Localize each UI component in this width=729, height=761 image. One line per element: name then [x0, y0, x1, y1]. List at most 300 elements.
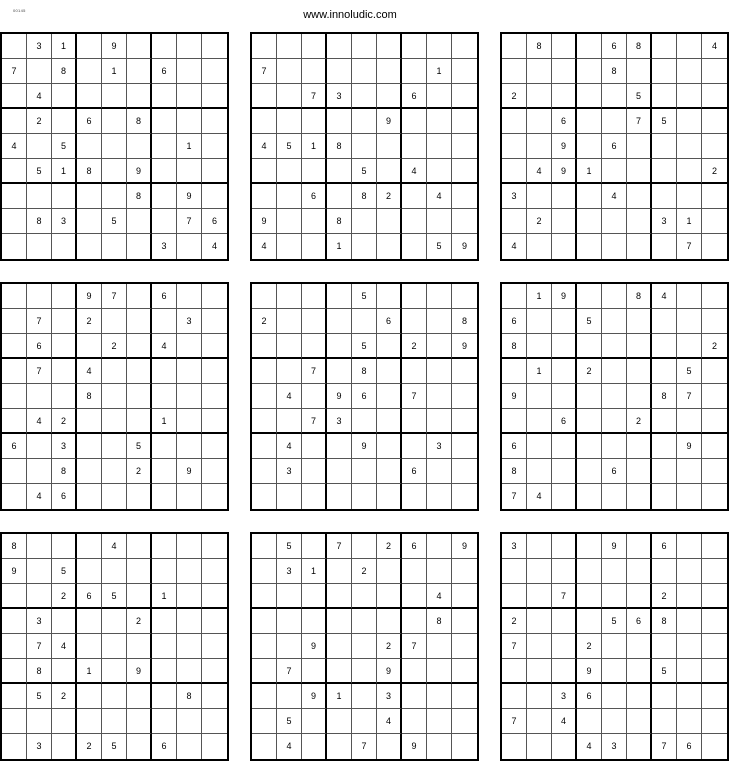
- sudoku-cell-empty[interactable]: [252, 334, 277, 359]
- sudoku-cell-empty[interactable]: [277, 584, 302, 609]
- sudoku-cell-empty[interactable]: [577, 234, 602, 259]
- sudoku-cell-empty[interactable]: [627, 309, 652, 334]
- sudoku-cell-empty[interactable]: [552, 609, 577, 634]
- sudoku-cell-empty[interactable]: [277, 309, 302, 334]
- sudoku-cell-empty[interactable]: [352, 684, 377, 709]
- sudoku-cell-empty[interactable]: [627, 384, 652, 409]
- sudoku-cell-empty[interactable]: [252, 484, 277, 509]
- sudoku-cell-empty[interactable]: [652, 134, 677, 159]
- sudoku-cell-empty[interactable]: [577, 109, 602, 134]
- sudoku-cell-empty[interactable]: [102, 359, 127, 384]
- sudoku-cell-empty[interactable]: [2, 584, 27, 609]
- sudoku-cell-empty[interactable]: [277, 234, 302, 259]
- sudoku-cell-empty[interactable]: [677, 34, 702, 59]
- sudoku-cell-empty[interactable]: [152, 84, 177, 109]
- sudoku-cell-empty[interactable]: [502, 209, 527, 234]
- sudoku-cell-empty[interactable]: [527, 134, 552, 159]
- sudoku-cell-empty[interactable]: [177, 534, 202, 559]
- sudoku-cell-empty[interactable]: [177, 234, 202, 259]
- sudoku-cell-empty[interactable]: [402, 309, 427, 334]
- sudoku-cell-empty[interactable]: [327, 109, 352, 134]
- sudoku-cell-empty[interactable]: [302, 734, 327, 759]
- sudoku-cell-empty[interactable]: [252, 109, 277, 134]
- sudoku-cell-empty[interactable]: [677, 559, 702, 584]
- sudoku-cell-empty[interactable]: [102, 184, 127, 209]
- sudoku-cell-empty[interactable]: [2, 359, 27, 384]
- sudoku-cell-empty[interactable]: [52, 284, 77, 309]
- sudoku-cell-empty[interactable]: [152, 109, 177, 134]
- sudoku-cell-empty[interactable]: [177, 709, 202, 734]
- sudoku-cell-empty[interactable]: [502, 109, 527, 134]
- sudoku-cell-empty[interactable]: [102, 434, 127, 459]
- sudoku-cell-empty[interactable]: [452, 109, 477, 134]
- sudoku-cell-empty[interactable]: [52, 734, 77, 759]
- sudoku-cell-empty[interactable]: [27, 284, 52, 309]
- sudoku-cell-empty[interactable]: [452, 584, 477, 609]
- sudoku-cell-empty[interactable]: [2, 484, 27, 509]
- sudoku-cell-empty[interactable]: [552, 384, 577, 409]
- sudoku-cell-empty[interactable]: [427, 409, 452, 434]
- sudoku-cell-empty[interactable]: [577, 709, 602, 734]
- sudoku-cell-empty[interactable]: [577, 559, 602, 584]
- sudoku-cell-empty[interactable]: [27, 709, 52, 734]
- sudoku-cell-empty[interactable]: [102, 609, 127, 634]
- sudoku-cell-empty[interactable]: [327, 609, 352, 634]
- sudoku-cell-empty[interactable]: [127, 134, 152, 159]
- sudoku-cell-empty[interactable]: [77, 334, 102, 359]
- sudoku-cell-empty[interactable]: [602, 284, 627, 309]
- sudoku-cell-empty[interactable]: [602, 484, 627, 509]
- sudoku-cell-empty[interactable]: [52, 109, 77, 134]
- sudoku-cell-empty[interactable]: [177, 284, 202, 309]
- sudoku-cell-empty[interactable]: [602, 359, 627, 384]
- sudoku-cell-empty[interactable]: [527, 609, 552, 634]
- sudoku-cell-empty[interactable]: [177, 159, 202, 184]
- sudoku-cell-empty[interactable]: [652, 159, 677, 184]
- sudoku-cell-empty[interactable]: [552, 559, 577, 584]
- sudoku-cell-empty[interactable]: [327, 734, 352, 759]
- sudoku-cell-empty[interactable]: [452, 634, 477, 659]
- sudoku-cell-empty[interactable]: [302, 384, 327, 409]
- sudoku-cell-empty[interactable]: [127, 559, 152, 584]
- sudoku-cell-empty[interactable]: [527, 184, 552, 209]
- sudoku-cell-empty[interactable]: [152, 634, 177, 659]
- sudoku-cell-empty[interactable]: [152, 384, 177, 409]
- sudoku-cell-empty[interactable]: [352, 209, 377, 234]
- sudoku-cell-empty[interactable]: [202, 84, 227, 109]
- sudoku-cell-empty[interactable]: [302, 659, 327, 684]
- sudoku-cell-empty[interactable]: [677, 284, 702, 309]
- sudoku-cell-empty[interactable]: [202, 709, 227, 734]
- sudoku-cell-empty[interactable]: [77, 209, 102, 234]
- sudoku-cell-empty[interactable]: [427, 734, 452, 759]
- sudoku-cell-empty[interactable]: [277, 59, 302, 84]
- sudoku-cell-empty[interactable]: [702, 59, 727, 84]
- sudoku-cell-empty[interactable]: [377, 59, 402, 84]
- sudoku-cell-empty[interactable]: [502, 159, 527, 184]
- sudoku-cell-empty[interactable]: [127, 584, 152, 609]
- sudoku-cell-empty[interactable]: [252, 659, 277, 684]
- sudoku-cell-empty[interactable]: [702, 234, 727, 259]
- sudoku-cell-empty[interactable]: [377, 159, 402, 184]
- sudoku-cell-empty[interactable]: [277, 34, 302, 59]
- sudoku-cell-empty[interactable]: [102, 459, 127, 484]
- sudoku-cell-empty[interactable]: [502, 734, 527, 759]
- sudoku-cell-empty[interactable]: [577, 34, 602, 59]
- sudoku-cell-empty[interactable]: [527, 634, 552, 659]
- sudoku-cell-empty[interactable]: [452, 434, 477, 459]
- sudoku-cell-empty[interactable]: [677, 409, 702, 434]
- sudoku-cell-empty[interactable]: [402, 709, 427, 734]
- sudoku-cell-empty[interactable]: [77, 234, 102, 259]
- sudoku-cell-empty[interactable]: [2, 234, 27, 259]
- sudoku-cell-empty[interactable]: [602, 709, 627, 734]
- sudoku-cell-empty[interactable]: [627, 59, 652, 84]
- sudoku-cell-empty[interactable]: [427, 534, 452, 559]
- sudoku-cell-empty[interactable]: [577, 284, 602, 309]
- sudoku-cell-empty[interactable]: [202, 609, 227, 634]
- sudoku-cell-empty[interactable]: [302, 109, 327, 134]
- sudoku-cell-empty[interactable]: [102, 84, 127, 109]
- sudoku-cell-empty[interactable]: [352, 134, 377, 159]
- sudoku-cell-empty[interactable]: [502, 359, 527, 384]
- sudoku-cell-empty[interactable]: [177, 734, 202, 759]
- sudoku-cell-empty[interactable]: [602, 109, 627, 134]
- sudoku-cell-empty[interactable]: [377, 584, 402, 609]
- sudoku-cell-empty[interactable]: [702, 734, 727, 759]
- sudoku-cell-empty[interactable]: [677, 159, 702, 184]
- sudoku-cell-empty[interactable]: [427, 659, 452, 684]
- sudoku-cell-empty[interactable]: [252, 634, 277, 659]
- sudoku-cell-empty[interactable]: [302, 159, 327, 184]
- sudoku-cell-empty[interactable]: [327, 284, 352, 309]
- sudoku-cell-empty[interactable]: [102, 409, 127, 434]
- sudoku-cell-empty[interactable]: [452, 84, 477, 109]
- sudoku-cell-empty[interactable]: [327, 584, 352, 609]
- sudoku-cell-empty[interactable]: [427, 559, 452, 584]
- sudoku-cell-empty[interactable]: [452, 284, 477, 309]
- sudoku-cell-empty[interactable]: [577, 409, 602, 434]
- sudoku-cell-empty[interactable]: [527, 109, 552, 134]
- sudoku-cell-empty[interactable]: [452, 34, 477, 59]
- sudoku-cell-empty[interactable]: [677, 309, 702, 334]
- sudoku-cell-empty[interactable]: [702, 534, 727, 559]
- sudoku-cell-empty[interactable]: [202, 634, 227, 659]
- sudoku-cell-empty[interactable]: [627, 159, 652, 184]
- sudoku-cell-empty[interactable]: [302, 534, 327, 559]
- sudoku-cell-empty[interactable]: [452, 359, 477, 384]
- sudoku-cell-empty[interactable]: [577, 209, 602, 234]
- sudoku-cell-empty[interactable]: [527, 559, 552, 584]
- sudoku-cell-empty[interactable]: [702, 434, 727, 459]
- sudoku-cell-empty[interactable]: [702, 609, 727, 634]
- sudoku-cell-empty[interactable]: [577, 584, 602, 609]
- sudoku-cell-empty[interactable]: [102, 109, 127, 134]
- sudoku-cell-empty[interactable]: [277, 84, 302, 109]
- sudoku-cell-empty[interactable]: [377, 734, 402, 759]
- sudoku-cell-empty[interactable]: [102, 309, 127, 334]
- sudoku-cell-empty[interactable]: [352, 234, 377, 259]
- sudoku-cell-empty[interactable]: [352, 84, 377, 109]
- sudoku-cell-empty[interactable]: [552, 209, 577, 234]
- sudoku-cell-empty[interactable]: [2, 409, 27, 434]
- sudoku-cell-empty[interactable]: [452, 159, 477, 184]
- sudoku-cell-empty[interactable]: [202, 159, 227, 184]
- sudoku-cell-empty[interactable]: [127, 384, 152, 409]
- sudoku-cell-empty[interactable]: [152, 434, 177, 459]
- sudoku-cell-empty[interactable]: [152, 484, 177, 509]
- sudoku-cell-empty[interactable]: [377, 434, 402, 459]
- sudoku-cell-empty[interactable]: [77, 84, 102, 109]
- sudoku-cell-empty[interactable]: [402, 584, 427, 609]
- sudoku-cell-empty[interactable]: [377, 459, 402, 484]
- sudoku-cell-empty[interactable]: [252, 534, 277, 559]
- sudoku-cell-empty[interactable]: [2, 709, 27, 734]
- sudoku-cell-empty[interactable]: [702, 384, 727, 409]
- sudoku-cell-empty[interactable]: [77, 684, 102, 709]
- sudoku-cell-empty[interactable]: [152, 309, 177, 334]
- sudoku-cell-empty[interactable]: [427, 34, 452, 59]
- sudoku-cell-empty[interactable]: [652, 84, 677, 109]
- sudoku-cell-empty[interactable]: [552, 534, 577, 559]
- sudoku-cell-empty[interactable]: [177, 34, 202, 59]
- sudoku-cell-empty[interactable]: [377, 359, 402, 384]
- sudoku-cell-empty[interactable]: [527, 659, 552, 684]
- sudoku-cell-empty[interactable]: [527, 234, 552, 259]
- sudoku-cell-empty[interactable]: [2, 659, 27, 684]
- sudoku-cell-empty[interactable]: [627, 134, 652, 159]
- sudoku-cell-empty[interactable]: [377, 559, 402, 584]
- sudoku-cell-empty[interactable]: [552, 334, 577, 359]
- sudoku-cell-empty[interactable]: [702, 209, 727, 234]
- sudoku-cell-empty[interactable]: [352, 409, 377, 434]
- sudoku-cell-empty[interactable]: [502, 284, 527, 309]
- sudoku-cell-empty[interactable]: [127, 484, 152, 509]
- sudoku-cell-empty[interactable]: [527, 309, 552, 334]
- sudoku-cell-empty[interactable]: [252, 84, 277, 109]
- sudoku-cell-empty[interactable]: [452, 184, 477, 209]
- sudoku-cell-empty[interactable]: [177, 484, 202, 509]
- sudoku-cell-empty[interactable]: [702, 634, 727, 659]
- sudoku-cell-empty[interactable]: [552, 59, 577, 84]
- sudoku-cell-empty[interactable]: [352, 109, 377, 134]
- sudoku-cell-empty[interactable]: [77, 34, 102, 59]
- sudoku-cell-empty[interactable]: [77, 534, 102, 559]
- sudoku-cell-empty[interactable]: [627, 659, 652, 684]
- sudoku-cell-empty[interactable]: [27, 59, 52, 84]
- sudoku-cell-empty[interactable]: [127, 734, 152, 759]
- sudoku-cell-empty[interactable]: [327, 484, 352, 509]
- sudoku-cell-empty[interactable]: [152, 159, 177, 184]
- sudoku-cell-empty[interactable]: [127, 59, 152, 84]
- sudoku-cell-empty[interactable]: [677, 634, 702, 659]
- sudoku-cell-empty[interactable]: [127, 359, 152, 384]
- sudoku-cell-empty[interactable]: [277, 109, 302, 134]
- sudoku-cell-empty[interactable]: [177, 59, 202, 84]
- sudoku-cell-empty[interactable]: [452, 734, 477, 759]
- sudoku-cell-empty[interactable]: [427, 359, 452, 384]
- sudoku-cell-empty[interactable]: [527, 384, 552, 409]
- sudoku-cell-empty[interactable]: [252, 159, 277, 184]
- sudoku-cell-empty[interactable]: [52, 334, 77, 359]
- sudoku-cell-empty[interactable]: [377, 484, 402, 509]
- sudoku-cell-empty[interactable]: [277, 359, 302, 384]
- sudoku-cell-empty[interactable]: [702, 284, 727, 309]
- sudoku-cell-empty[interactable]: [677, 584, 702, 609]
- sudoku-cell-empty[interactable]: [177, 634, 202, 659]
- sudoku-cell-empty[interactable]: [602, 634, 627, 659]
- sudoku-cell-empty[interactable]: [127, 334, 152, 359]
- sudoku-cell-empty[interactable]: [552, 434, 577, 459]
- sudoku-cell-empty[interactable]: [152, 34, 177, 59]
- sudoku-cell-empty[interactable]: [302, 609, 327, 634]
- sudoku-cell-empty[interactable]: [577, 134, 602, 159]
- sudoku-cell-empty[interactable]: [702, 684, 727, 709]
- sudoku-cell-empty[interactable]: [427, 684, 452, 709]
- sudoku-cell-empty[interactable]: [602, 684, 627, 709]
- sudoku-cell-empty[interactable]: [377, 384, 402, 409]
- sudoku-cell-empty[interactable]: [2, 309, 27, 334]
- sudoku-cell-empty[interactable]: [327, 459, 352, 484]
- sudoku-cell-empty[interactable]: [602, 434, 627, 459]
- sudoku-cell-empty[interactable]: [652, 634, 677, 659]
- sudoku-cell-empty[interactable]: [452, 209, 477, 234]
- sudoku-cell-empty[interactable]: [702, 109, 727, 134]
- sudoku-cell-empty[interactable]: [327, 434, 352, 459]
- sudoku-cell-empty[interactable]: [427, 484, 452, 509]
- sudoku-cell-empty[interactable]: [702, 459, 727, 484]
- sudoku-cell-empty[interactable]: [127, 634, 152, 659]
- sudoku-cell-empty[interactable]: [677, 459, 702, 484]
- sudoku-cell-empty[interactable]: [602, 84, 627, 109]
- sudoku-cell-empty[interactable]: [427, 459, 452, 484]
- sudoku-cell-empty[interactable]: [327, 559, 352, 584]
- sudoku-cell-empty[interactable]: [402, 684, 427, 709]
- sudoku-cell-empty[interactable]: [577, 59, 602, 84]
- sudoku-cell-empty[interactable]: [677, 659, 702, 684]
- sudoku-cell-empty[interactable]: [652, 559, 677, 584]
- sudoku-cell-empty[interactable]: [152, 609, 177, 634]
- sudoku-cell-empty[interactable]: [352, 709, 377, 734]
- sudoku-cell-empty[interactable]: [2, 459, 27, 484]
- sudoku-cell-empty[interactable]: [602, 209, 627, 234]
- sudoku-cell-empty[interactable]: [202, 359, 227, 384]
- sudoku-cell-empty[interactable]: [677, 134, 702, 159]
- sudoku-cell-empty[interactable]: [152, 534, 177, 559]
- sudoku-cell-empty[interactable]: [202, 734, 227, 759]
- sudoku-cell-empty[interactable]: [102, 709, 127, 734]
- sudoku-cell-empty[interactable]: [77, 484, 102, 509]
- sudoku-cell-empty[interactable]: [652, 34, 677, 59]
- sudoku-cell-empty[interactable]: [352, 584, 377, 609]
- sudoku-cell-empty[interactable]: [177, 384, 202, 409]
- sudoku-cell-empty[interactable]: [677, 184, 702, 209]
- sudoku-cell-empty[interactable]: [177, 609, 202, 634]
- sudoku-cell-empty[interactable]: [402, 559, 427, 584]
- sudoku-cell-empty[interactable]: [677, 684, 702, 709]
- sudoku-cell-empty[interactable]: [202, 559, 227, 584]
- sudoku-cell-empty[interactable]: [527, 84, 552, 109]
- sudoku-cell-empty[interactable]: [377, 609, 402, 634]
- sudoku-cell-empty[interactable]: [502, 559, 527, 584]
- sudoku-cell-empty[interactable]: [577, 534, 602, 559]
- sudoku-cell-empty[interactable]: [77, 634, 102, 659]
- sudoku-cell-empty[interactable]: [302, 34, 327, 59]
- sudoku-cell-empty[interactable]: [352, 34, 377, 59]
- sudoku-cell-empty[interactable]: [27, 584, 52, 609]
- sudoku-cell-empty[interactable]: [252, 459, 277, 484]
- sudoku-cell-empty[interactable]: [427, 334, 452, 359]
- sudoku-cell-empty[interactable]: [502, 34, 527, 59]
- sudoku-cell-empty[interactable]: [452, 384, 477, 409]
- sudoku-cell-empty[interactable]: [602, 409, 627, 434]
- sudoku-cell-empty[interactable]: [327, 709, 352, 734]
- sudoku-cell-empty[interactable]: [602, 659, 627, 684]
- sudoku-cell-empty[interactable]: [27, 384, 52, 409]
- sudoku-cell-empty[interactable]: [577, 84, 602, 109]
- sudoku-cell-empty[interactable]: [202, 134, 227, 159]
- sudoku-cell-empty[interactable]: [702, 659, 727, 684]
- sudoku-cell-empty[interactable]: [202, 534, 227, 559]
- sudoku-cell-empty[interactable]: [552, 309, 577, 334]
- sudoku-cell-empty[interactable]: [402, 434, 427, 459]
- sudoku-cell-empty[interactable]: [677, 334, 702, 359]
- sudoku-cell-empty[interactable]: [402, 134, 427, 159]
- sudoku-cell-empty[interactable]: [627, 459, 652, 484]
- sudoku-cell-empty[interactable]: [602, 384, 627, 409]
- sudoku-cell-empty[interactable]: [252, 359, 277, 384]
- sudoku-cell-empty[interactable]: [527, 684, 552, 709]
- sudoku-cell-empty[interactable]: [352, 459, 377, 484]
- sudoku-cell-empty[interactable]: [627, 559, 652, 584]
- sudoku-cell-empty[interactable]: [77, 409, 102, 434]
- sudoku-cell-empty[interactable]: [702, 134, 727, 159]
- sudoku-cell-empty[interactable]: [677, 484, 702, 509]
- sudoku-cell-empty[interactable]: [377, 34, 402, 59]
- sudoku-cell-empty[interactable]: [127, 409, 152, 434]
- sudoku-cell-empty[interactable]: [302, 459, 327, 484]
- sudoku-cell-empty[interactable]: [702, 409, 727, 434]
- sudoku-cell-empty[interactable]: [177, 584, 202, 609]
- sudoku-cell-empty[interactable]: [252, 709, 277, 734]
- sudoku-cell-empty[interactable]: [52, 384, 77, 409]
- sudoku-cell-empty[interactable]: [652, 309, 677, 334]
- sudoku-cell-empty[interactable]: [652, 459, 677, 484]
- sudoku-cell-empty[interactable]: [552, 659, 577, 684]
- sudoku-cell-empty[interactable]: [177, 659, 202, 684]
- sudoku-cell-empty[interactable]: [702, 709, 727, 734]
- sudoku-cell-empty[interactable]: [2, 109, 27, 134]
- sudoku-cell-empty[interactable]: [402, 209, 427, 234]
- sudoku-cell-empty[interactable]: [2, 184, 27, 209]
- sudoku-cell-empty[interactable]: [577, 184, 602, 209]
- sudoku-cell-empty[interactable]: [27, 459, 52, 484]
- sudoku-cell-empty[interactable]: [352, 659, 377, 684]
- sudoku-cell-empty[interactable]: [352, 484, 377, 509]
- sudoku-cell-empty[interactable]: [202, 34, 227, 59]
- sudoku-cell-empty[interactable]: [427, 709, 452, 734]
- sudoku-cell-empty[interactable]: [627, 534, 652, 559]
- sudoku-cell-empty[interactable]: [452, 559, 477, 584]
- sudoku-cell-empty[interactable]: [702, 584, 727, 609]
- sudoku-cell-empty[interactable]: [652, 484, 677, 509]
- sudoku-cell-empty[interactable]: [102, 384, 127, 409]
- sudoku-cell-empty[interactable]: [402, 184, 427, 209]
- sudoku-cell-empty[interactable]: [352, 309, 377, 334]
- sudoku-cell-empty[interactable]: [252, 584, 277, 609]
- sudoku-cell-empty[interactable]: [102, 484, 127, 509]
- sudoku-cell-empty[interactable]: [177, 109, 202, 134]
